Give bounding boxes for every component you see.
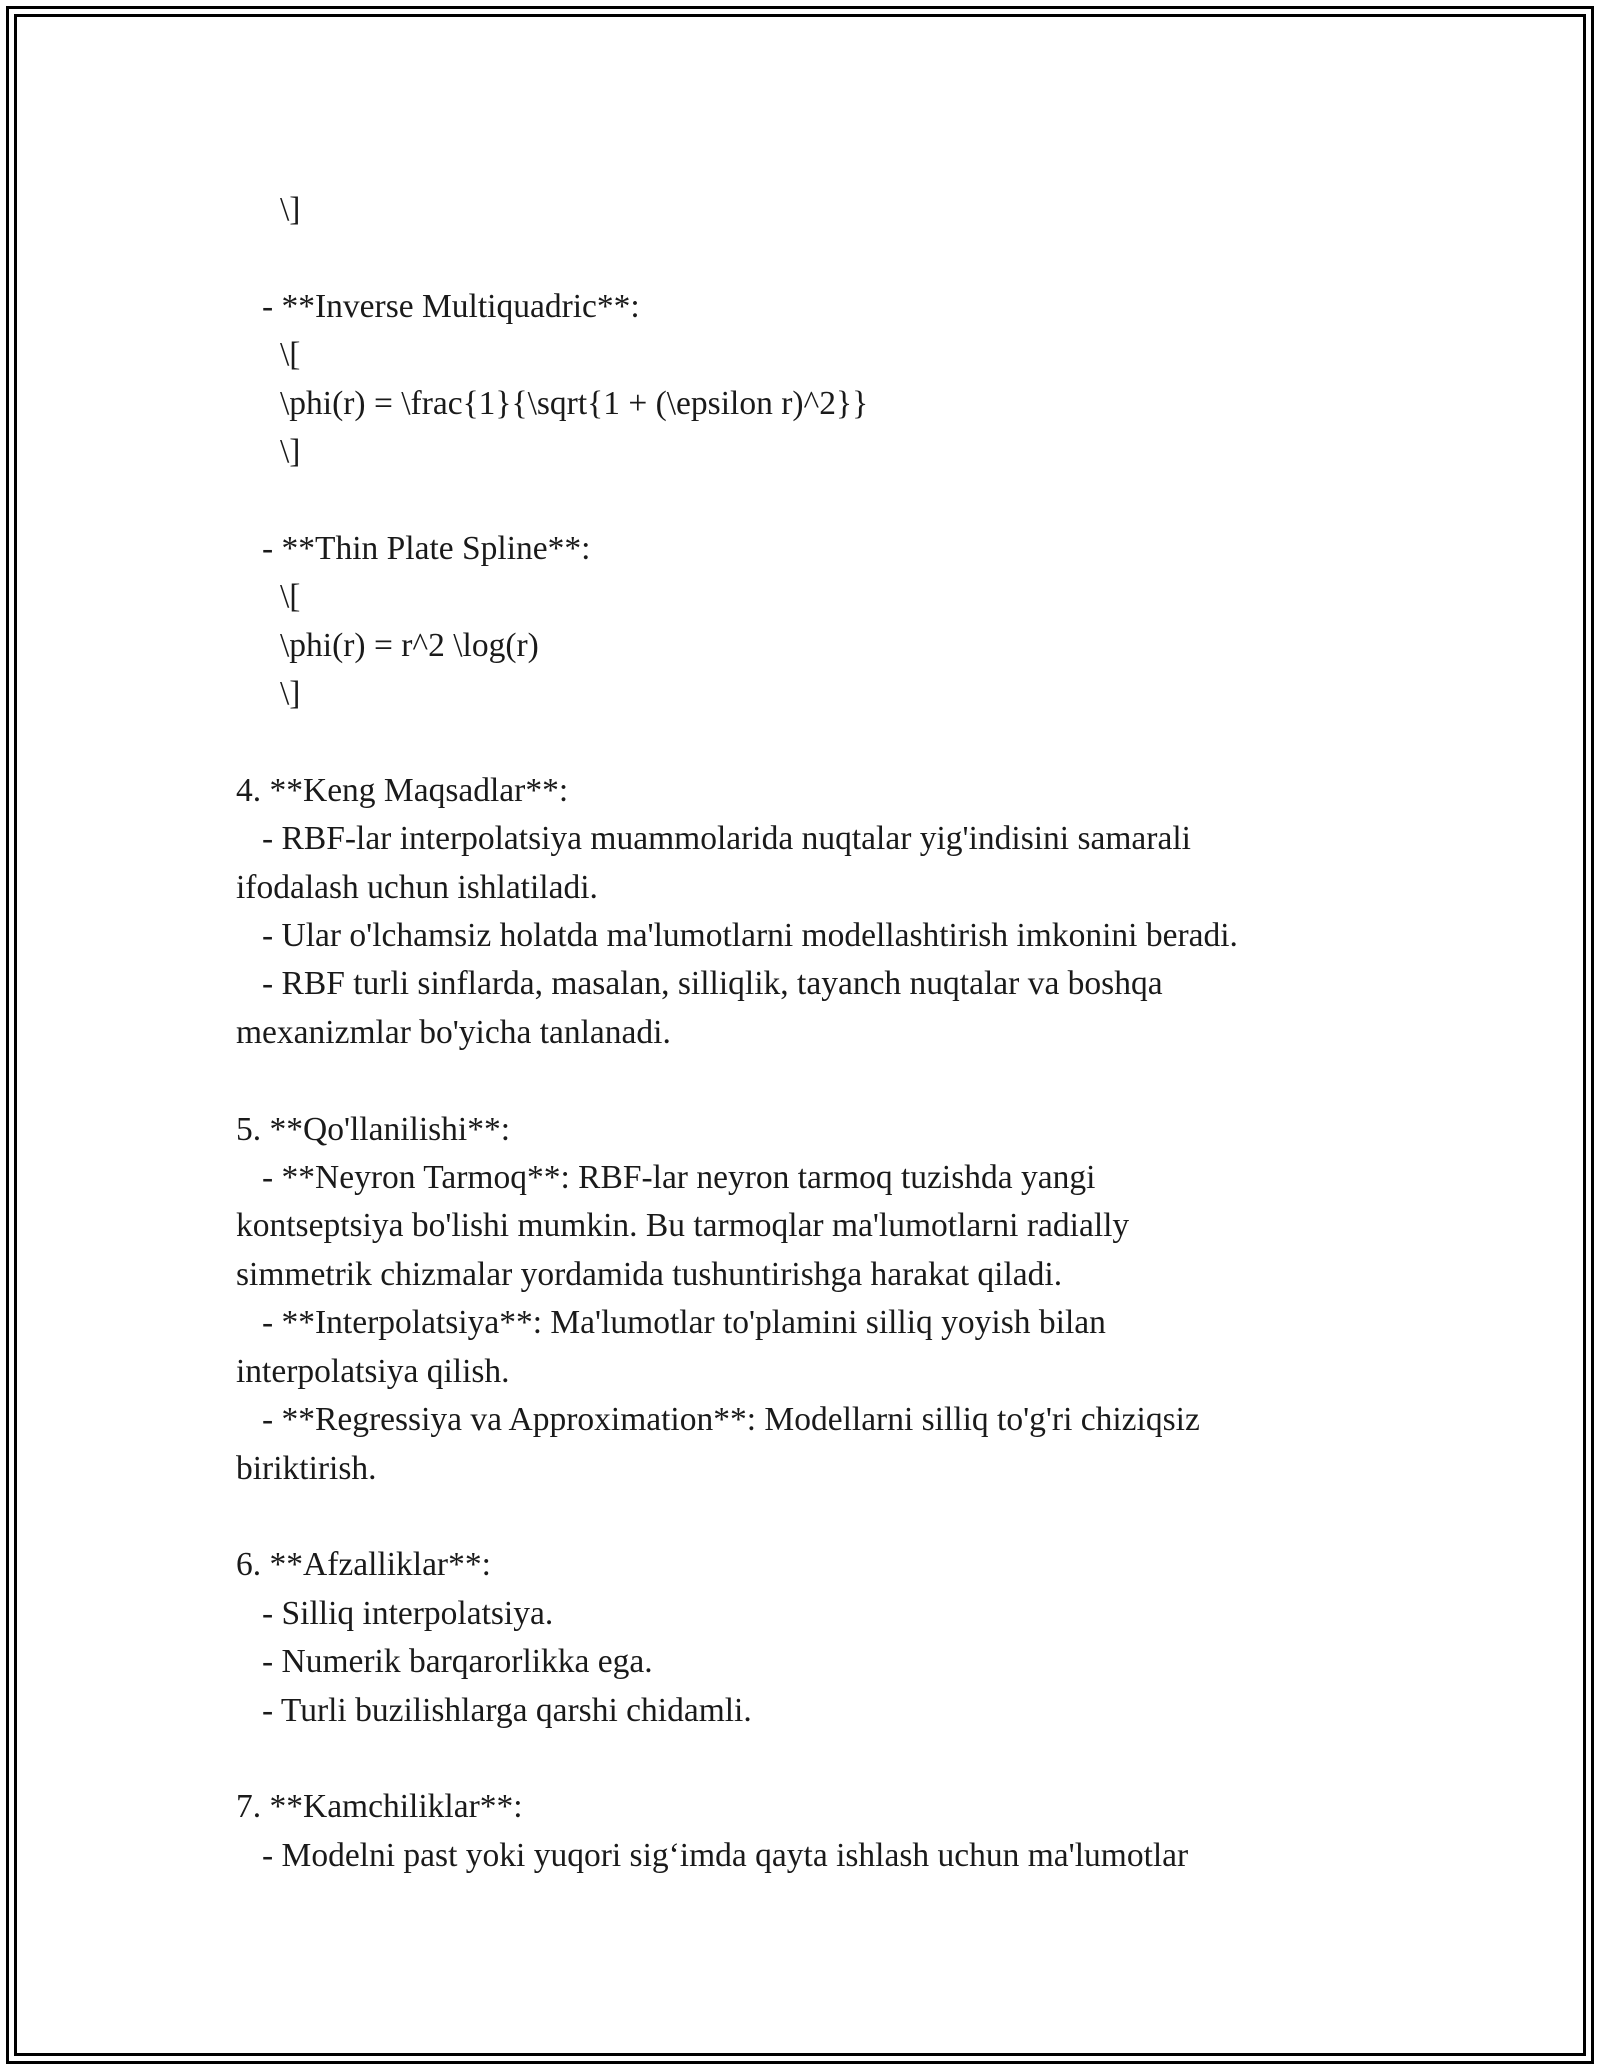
blank-line — [236, 476, 1376, 524]
text-line: - **Thin Plate Spline**: — [262, 529, 591, 567]
blank-line — [236, 1493, 1376, 1541]
text-line: ifodalash uchun ishlatiladi. — [236, 868, 598, 906]
text-line: biriktirish. — [236, 1449, 377, 1487]
text-line: 6. **Afzalliklar**: — [236, 1546, 491, 1584]
text-line: \] — [280, 433, 301, 471]
document-body — [236, 186, 1376, 1880]
text-line: - **Regressiya va Approximation**: Modellarni silliq to'g'ri chiziqsiz — [262, 1401, 1200, 1439]
text-line: - Turli buzilishlarga qarshi chidamli. — [262, 1691, 752, 1729]
text-line: \] — [280, 675, 301, 713]
text-line: - RBF turli sinflarda, masalan, silliqlik, tayanch nuqtalar va boshqa — [262, 965, 1163, 1003]
text-line: - **Interpolatsiya**: Ma'lumotlar to'plamini silliq yoyish bilan — [262, 1304, 1106, 1342]
text-line: kontseptsiya bo'lishi mumkin. Bu tarmoqlar ma'lumotlarni radially — [236, 1207, 1130, 1245]
text-line: 7. **Kamchiliklar**: — [236, 1788, 523, 1826]
blank-line — [236, 1735, 1376, 1783]
text-line: - RBF-lar interpolatsiya muammolarida nuqtalar yig'indisini samarali — [262, 820, 1191, 858]
text-line: simmetrik chizmalar yordamida tushuntirishga harakat qiladi. — [236, 1255, 1063, 1293]
text-line: - Modelni past yoki yuqori sig‘imda qayta ishlash uchun ma'lumotlar — [262, 1836, 1189, 1874]
text-line: - Numerik barqarorlikka ega. — [262, 1643, 653, 1681]
text-line: \[ — [280, 578, 301, 616]
text-line: \] — [280, 191, 301, 228]
text-line: - **Neyron Tarmoq**: RBF-lar neyron tarmoq tuzishda yangi — [262, 1159, 1096, 1197]
text-line: - Ular o'lchamsiz holatda ma'lumotlarni modellashtirish imkonini beradi. — [262, 917, 1238, 955]
text-line: - Silliq interpolatsiya. — [262, 1594, 554, 1632]
text-line: interpolatsiya qilish. — [236, 1352, 510, 1390]
text-line: \[ — [280, 336, 301, 374]
blank-line — [236, 1057, 1376, 1105]
text-line: \phi(r) = r^2 \log(r) — [280, 626, 539, 664]
text-line: 4. **Keng Maqsadlar**: — [236, 771, 569, 809]
text-line: mexanizmlar bo'yicha tanlanadi. — [236, 1013, 671, 1051]
text-line: - **Inverse Multiquadric**: — [262, 287, 640, 325]
blank-line — [236, 718, 1376, 766]
text-line: \phi(r) = \frac{1}{\sqrt{1 + (\epsilon r)^2}} — [280, 384, 869, 422]
blank-line — [236, 234, 1376, 282]
text-line: 5. **Qo'llanilishi**: — [236, 1110, 511, 1148]
